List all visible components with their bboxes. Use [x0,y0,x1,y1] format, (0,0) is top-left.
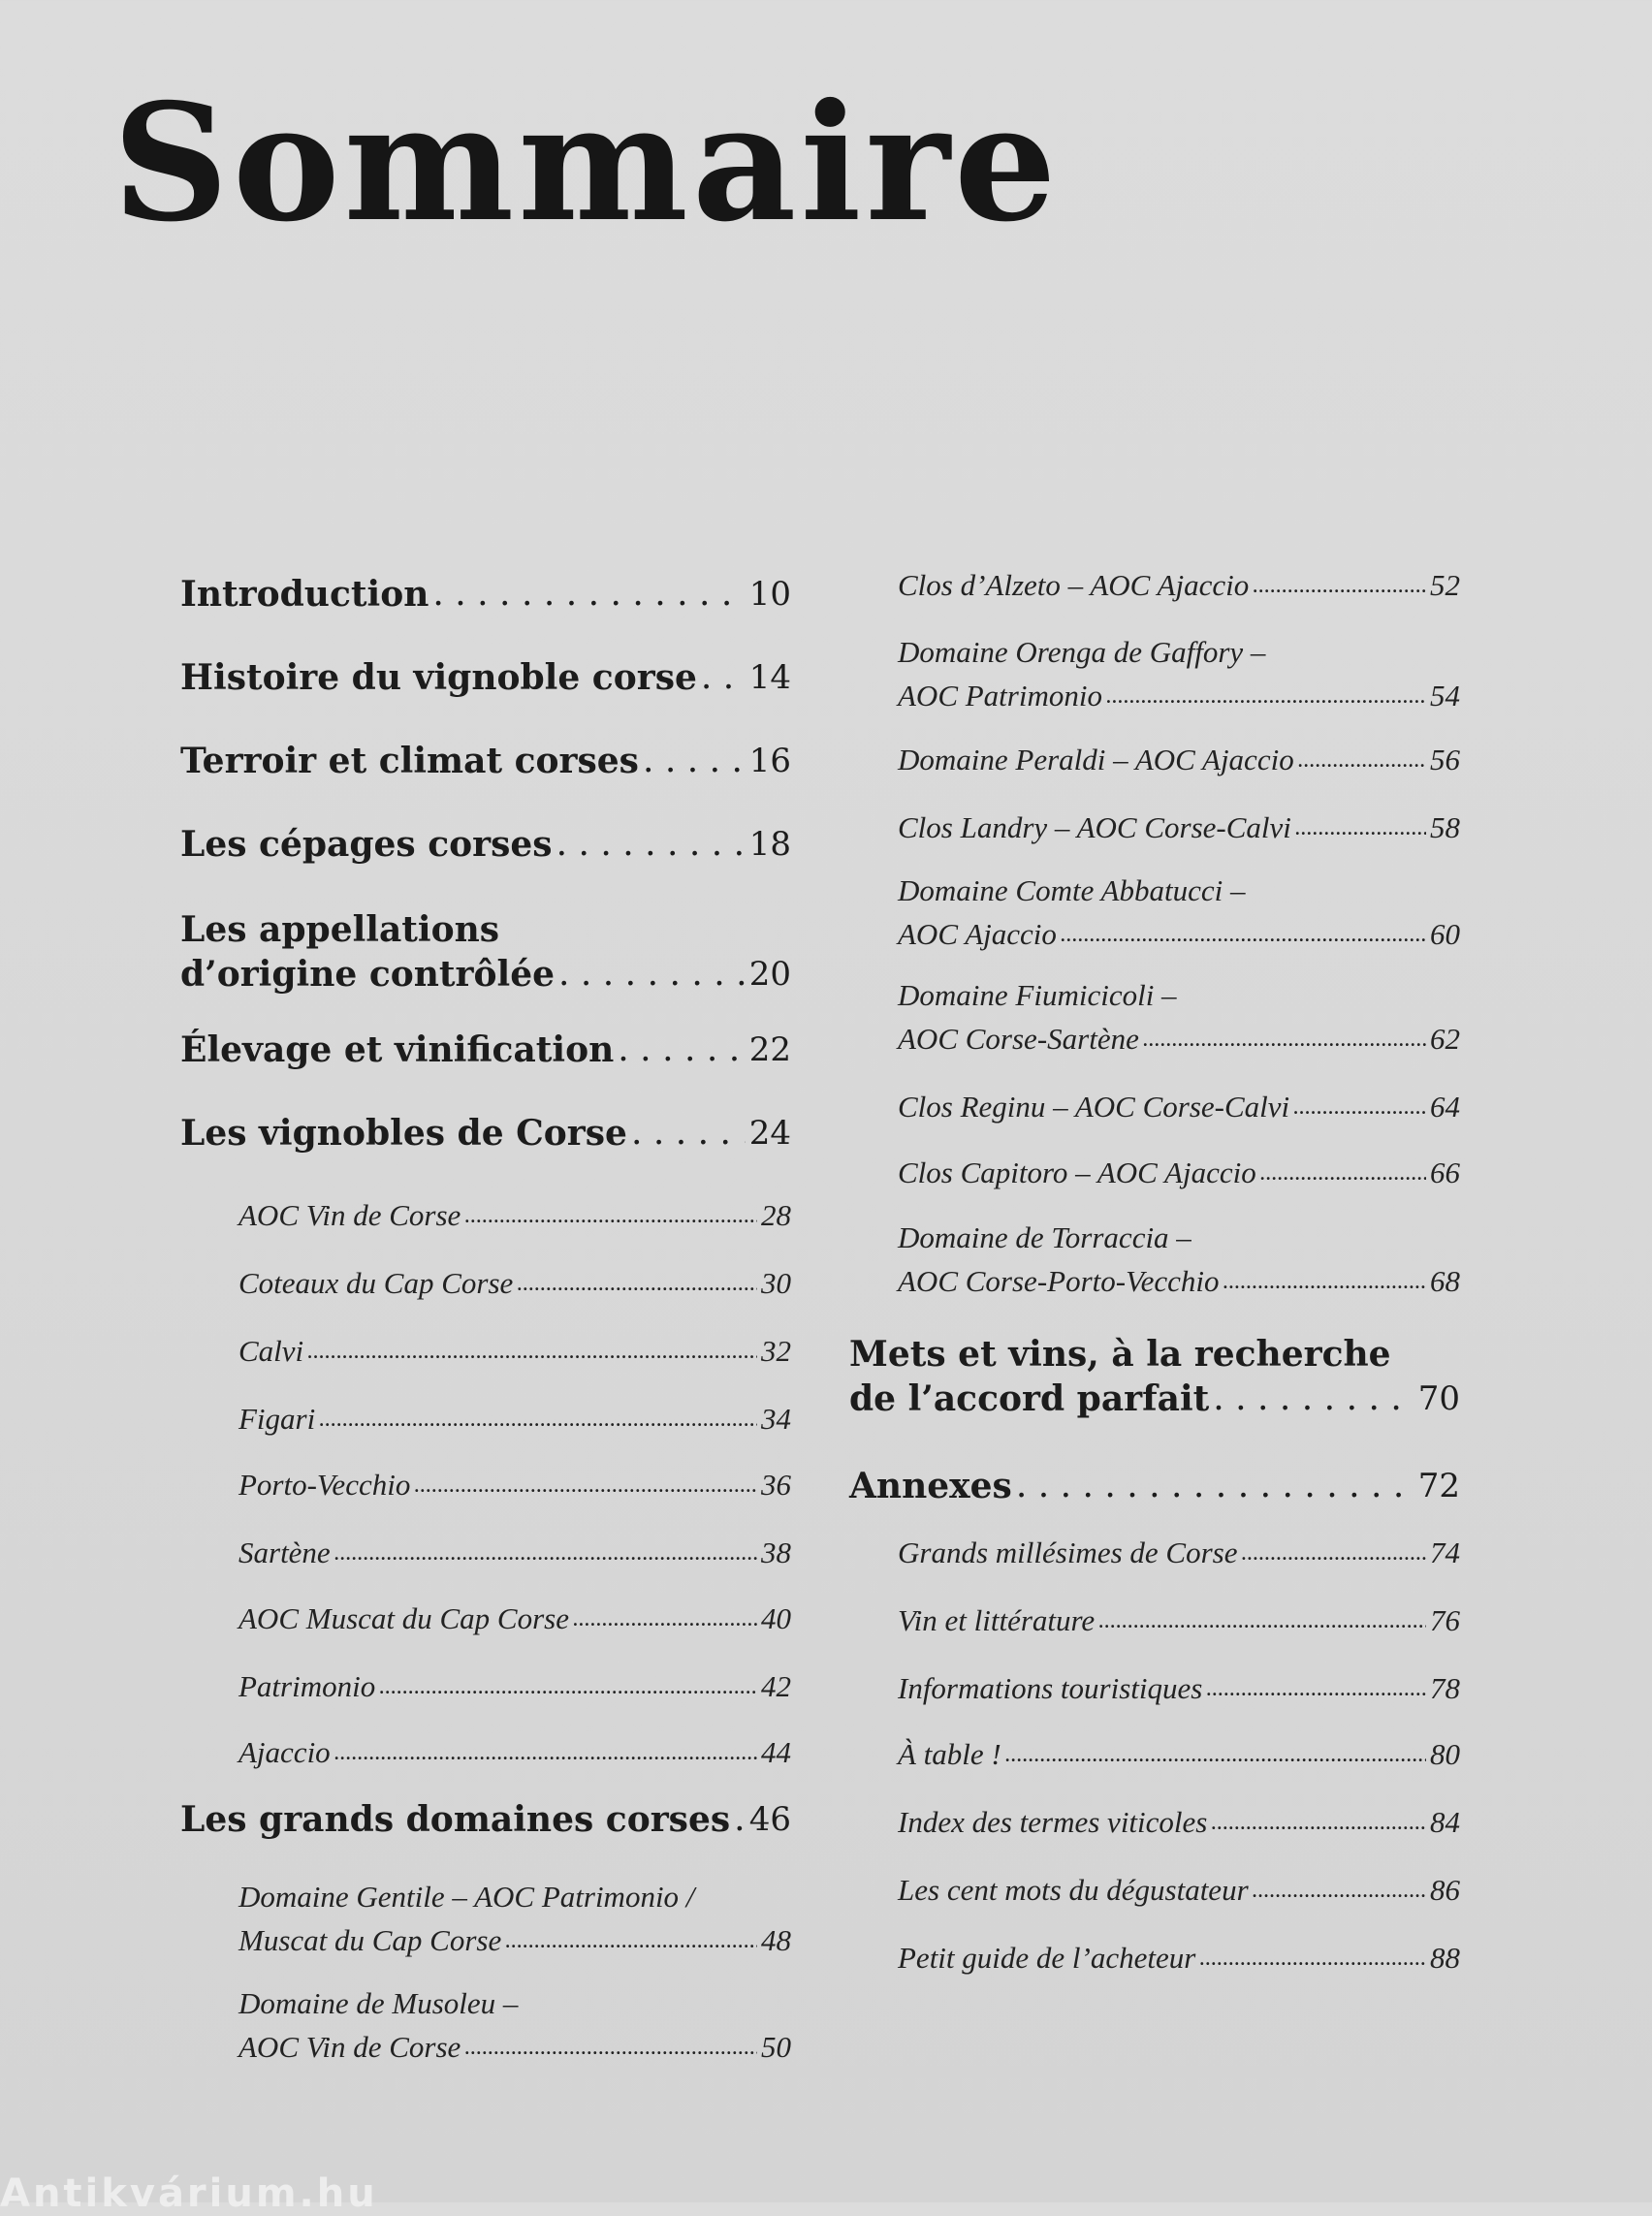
toc-subsection [849,562,1460,606]
toc-section [180,1111,791,1155]
toc-entry-row [238,1192,791,1236]
toc-page-number: 86 [1430,1873,1460,1907]
dot-leader [1206,1665,1426,1709]
toc-subsection [849,1218,1460,1302]
dot-leader [334,1729,757,1773]
toc-page-number: 64 [1430,1090,1460,1124]
toc-page-number: 22 [748,1030,791,1069]
toc-entry-row [180,739,791,783]
toc-page-number: 40 [761,1601,791,1635]
toc-subsection [180,1663,791,1707]
toc-section [180,822,791,867]
toc-label: Clos Reginu – AOC Corse-Calvi [898,1090,1290,1124]
toc-label: Introduction [180,574,429,615]
toc-entry-row [180,572,791,617]
toc-page-number: 60 [1430,917,1460,951]
dot-leader [1293,1084,1426,1127]
toc-subsection [849,1665,1460,1709]
toc-label-line1: Mets et vins, à la recherche [849,1334,1391,1375]
toc-section [180,1797,791,1842]
toc-label: Clos Capitoro – AOC Ajaccio [898,1155,1256,1189]
dot-leader [464,2024,757,2068]
toc-label-line1: Domaine Comte Abbatucci – [898,873,1246,907]
toc-page-number: 32 [761,1334,791,1368]
toc-subsection [849,1530,1460,1573]
toc-page-number: 54 [1430,679,1460,712]
toc-section [849,1332,1460,1421]
toc-page-number: 36 [761,1468,791,1502]
toc-label: Petit guide de l’acheteur [898,1941,1196,1975]
dot-leader [1005,1731,1426,1775]
dot-leader [1143,1016,1426,1060]
toc-page-number: 52 [1430,568,1460,602]
toc-entry-row [898,1935,1460,1979]
toc-entry-row [238,1596,791,1639]
dot-leader [643,739,746,783]
toc-subsection [849,975,1460,1060]
toc-entry-row [849,1464,1460,1508]
toc-label: Coteaux du Cap Corse [238,1266,514,1300]
toc-subsection [180,1983,791,2068]
toc-label: Histoire du vignoble corse [180,657,697,698]
dot-leader [618,1028,745,1072]
toc-page-number: 78 [1430,1671,1460,1705]
toc-label: Ajaccio [238,1735,331,1769]
toc-page-number: 58 [1430,810,1460,844]
toc-label: d’origine contrôlée [180,954,556,995]
toc-page-number: 44 [761,1735,791,1769]
dot-leader [1199,1935,1426,1979]
toc-label: Grands millésimes de Corse [898,1535,1238,1569]
toc-entry-row [898,1084,1460,1127]
toc-label: Patrimonio [238,1669,376,1703]
toc-subsection [849,1799,1460,1843]
toc-page-number: 68 [1430,1264,1460,1298]
dot-leader [734,1797,746,1842]
toc-entry-row [238,1663,791,1707]
toc-page-number: 34 [761,1402,791,1436]
toc-page-number: 46 [748,1800,791,1839]
toc-page-number: 76 [1430,1603,1460,1637]
toc-subsection [180,1596,791,1639]
toc-page-number: 66 [1430,1155,1460,1189]
dot-leader [701,655,746,700]
toc-entry-row [238,1917,791,1961]
toc-entry-row [180,1028,791,1072]
toc-label: Porto-Vecchio [238,1468,411,1502]
toc-page-number: 48 [761,1923,791,1957]
toc-page-number: 50 [761,2030,791,2064]
toc-label: Les cépages corses [180,824,553,865]
toc-subsection [180,1462,791,1505]
toc-entry-row [898,562,1460,606]
dot-leader [414,1462,757,1505]
dot-leader [1253,1867,1426,1911]
dot-leader [334,1530,757,1573]
dot-leader [1223,1258,1426,1302]
toc-subsection [180,1260,791,1304]
toc-entry-row [898,1150,1460,1193]
toc-subsection [180,1877,791,1961]
toc-label: Sartène [238,1535,331,1569]
toc-label: Figari [238,1402,316,1436]
dot-leader [1253,562,1426,606]
toc-subsection [849,1598,1460,1641]
toc-label: AOC Corse-Sartène [898,1022,1139,1056]
toc-page-number: 84 [1430,1805,1460,1839]
toc-entry-row [898,911,1460,955]
toc-page-number: 62 [1430,1022,1460,1056]
toc-entry-row [238,1260,791,1304]
toc-page-number: 56 [1430,743,1460,776]
toc-entry-row [238,1530,791,1573]
toc-label: Vin et littérature [898,1603,1096,1637]
toc-label: Index des termes viticoles [898,1805,1208,1839]
toc-page-number: 16 [748,742,791,780]
toc-entry-row [898,1016,1460,1060]
dot-leader [319,1396,757,1440]
toc-entry-row [238,2024,791,2068]
toc-page-number: 70 [1417,1379,1460,1418]
toc-label: Clos Landry – AOC Corse-Calvi [898,810,1291,844]
toc-label: Annexes [849,1466,1012,1506]
toc-section [849,1464,1460,1508]
toc-subsection [180,1396,791,1440]
toc-entry-row [898,1598,1460,1641]
toc-label: Muscat du Cap Corse [238,1923,502,1957]
dot-leader [505,1917,757,1961]
dot-leader [517,1260,757,1304]
toc-subsection [180,1192,791,1236]
toc-label-line1: Domaine Gentile – AOC Patrimonio / [238,1880,695,1914]
toc-page-number: 10 [748,575,791,614]
dot-leader [1106,673,1426,716]
dot-leader [1213,1377,1414,1421]
toc-entry-row [898,1799,1460,1843]
toc-label: AOC Patrimonio [898,679,1102,712]
toc-entry-row [898,1258,1460,1302]
dot-leader [307,1328,757,1372]
toc-section [180,739,791,783]
dot-leader [464,1192,757,1236]
toc-entry-row [898,1530,1460,1573]
toc-entry-row [180,1797,791,1842]
toc-label-line1: Les appellations [180,909,500,950]
toc-subsection [849,632,1460,716]
toc-page-number: 20 [748,955,791,994]
dot-leader [1098,1598,1426,1641]
toc-entry-row [898,805,1460,848]
toc-entry-row [180,952,791,997]
dot-leader [1298,737,1426,780]
toc-page-number: 28 [761,1198,791,1232]
toc-subsection [849,1150,1460,1193]
dot-leader [573,1596,757,1639]
toc-label-line1: Domaine de Musoleu – [238,1986,519,2020]
page-title: Sommaire [112,69,1061,258]
toc-entry-row [898,673,1460,716]
toc-subsection [180,1729,791,1773]
dot-leader [556,822,746,867]
toc-label: AOC Ajaccio [898,917,1057,951]
dot-leader [558,952,746,997]
toc-entry-row [238,1729,791,1773]
dot-leader [631,1111,746,1155]
toc-page-number: 88 [1430,1941,1460,1975]
toc-subsection [849,737,1460,780]
toc-label: AOC Vin de Corse [238,1198,461,1232]
toc-page-number: 72 [1417,1467,1460,1505]
dot-leader [1295,805,1426,848]
toc-section [180,1028,791,1072]
toc-label: Élevage et vinification [180,1029,615,1070]
dot-leader [1061,911,1426,955]
toc-section [180,907,791,997]
toc-entry-row [180,1111,791,1155]
toc-page-number: 42 [761,1669,791,1703]
watermark: Antikvárium.hu [0,2171,378,2216]
dot-leader [432,572,745,617]
toc-page-number: 38 [761,1535,791,1569]
toc-subsection [849,805,1460,848]
toc-label: AOC Vin de Corse [238,2030,461,2064]
dot-leader [1211,1799,1426,1843]
toc-label: À table ! [898,1737,1001,1771]
toc-label: AOC Muscat du Cap Corse [238,1601,569,1635]
toc-section [180,572,791,617]
toc-entry-row [238,1396,791,1440]
toc-entry-row [238,1328,791,1372]
toc-subsection [849,871,1460,955]
dot-leader [1241,1530,1426,1573]
toc-page-number: 80 [1430,1737,1460,1771]
toc-label: Clos d’Alzeto – AOC Ajaccio [898,568,1250,602]
dot-leader [379,1663,757,1707]
toc-label-line1: Domaine Fiumicicoli – [898,978,1177,1012]
toc-entry-row [898,737,1460,780]
toc-entry-row [849,1377,1460,1421]
toc-entry-row [898,1731,1460,1775]
toc-page-number: 74 [1430,1535,1460,1569]
toc-label: Terroir et climat corses [180,741,639,781]
toc-subsection [849,1731,1460,1775]
toc-label: Informations touristiques [898,1671,1203,1705]
toc-subsection [849,1084,1460,1127]
toc-label: AOC Corse-Porto-Vecchio [898,1264,1220,1298]
toc-section [180,655,791,700]
toc-label: Les cent mots du dégustateur [898,1873,1249,1907]
toc-label-line1: Domaine Orenga de Gaffory – [898,635,1266,669]
dot-leader [1260,1150,1426,1193]
dot-leader [1016,1464,1414,1508]
toc-subsection [180,1530,791,1573]
toc-entry-row [180,822,791,867]
toc-entry-row [180,655,791,700]
toc-page-number: 24 [748,1114,791,1153]
toc-label: Calvi [238,1334,304,1368]
toc-subsection [849,1935,1460,1979]
toc-label: Les grands domaines corses [180,1799,731,1840]
toc-page-number: 30 [761,1266,791,1300]
toc-page-number: 14 [748,658,791,697]
toc-page-number: 18 [748,825,791,864]
toc-entry-row [238,1462,791,1505]
toc-label: Les vignobles de Corse [180,1113,627,1154]
toc-label-line1: Domaine de Torraccia – [898,1220,1191,1254]
toc-subsection [180,1328,791,1372]
toc-entry-row [898,1665,1460,1709]
toc-label: de l’accord parfait [849,1378,1210,1419]
toc-label: Domaine Peraldi – AOC Ajaccio [898,743,1294,776]
toc-subsection [849,1867,1460,1911]
toc-entry-row [898,1867,1460,1911]
